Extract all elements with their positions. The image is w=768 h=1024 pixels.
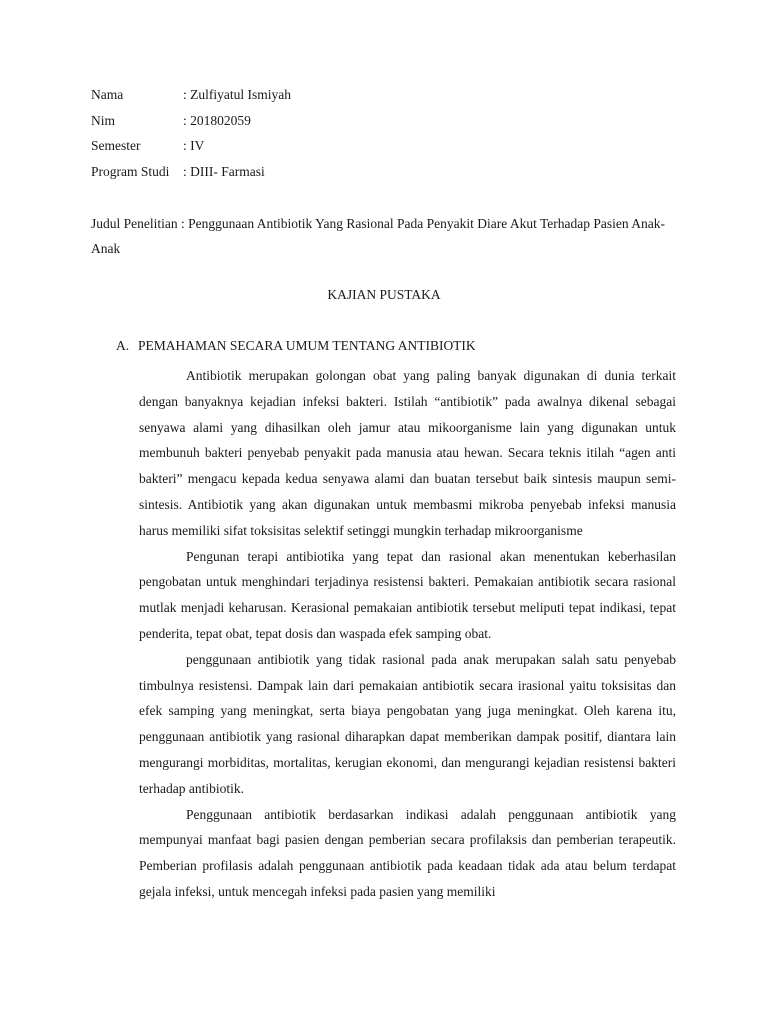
research-title: Judul Penelitian : Penggunaan Antibiotik Yang Rasional Pada Penyakit Diare Akut Terhadap Pasien Anak- Anak [91, 216, 665, 256]
identity-label: Nama [91, 87, 124, 102]
paragraph: Pengunan terapi antibiotika yang tepat dan rasional akan menentukan keberhasilan pengobatan untuk menghindari terjadinya resistensi bakteri. Pemakaian antibiotik secara rasional mutlak menjadi keharusan. Kerasional pemakaian antibiotik tersebut meliputi tepat indikasi, tepat penderita, tepat obat, tepat dosis dan waspada efek samping obat. [139, 548, 676, 641]
identity-row-program-studi [91, 163, 291, 189]
identity-row-nama [91, 86, 291, 112]
body-text [139, 363, 676, 905]
identity-label: Semester [91, 138, 141, 153]
identity-label: Nim [91, 112, 116, 128]
paragraph: penggunaan antibiotik yang tidak rasional pada anak merupakan salah satu penyebab timbulnya resistensi. Dampak lain dari pemakaian antibiotik secara irasional yaitu toksisitas dan efek samping yang meningkat, serta biaya pengobatan yang juga meningkat. Oleh karena itu, penggunaan antibiotik yang rasional diharapkan dapat memberikan dampak positif, diantara lain mengurangi morbiditas, mortalitas, kerugian ekonomi, dan mengurangi kejadian resistensi bakteri terhadap antibiotik. [139, 651, 676, 796]
identity-row-nim [91, 112, 291, 138]
identity-label: Program Studi [91, 163, 170, 179]
paragraph: Penggunaan antibiotik berdasarkan indikasi adalah penggunaan antibiotik yang mempunyai manfaat bagi pasien dengan pemberian secara profilaksis dan pemberian terapeutik. Pemberian profilasis adalah penggunaan antibiotik pada keadaan tidak ada atau belum terdapat gejala infeksi, untuk mencegah infeksi pada pasien yang memiliki [139, 806, 676, 899]
identity-row-semester [91, 137, 291, 163]
identity-value: : IV [183, 138, 205, 153]
section-heading [116, 338, 476, 354]
identity-value: : 201802059 [183, 112, 251, 128]
identity-value: : DIII- Farmasi [183, 163, 265, 179]
section-title: PEMAHAMAN SECARA UMUM TENTANG ANTIBIOTIK [138, 338, 476, 353]
section-number: A. [116, 338, 130, 353]
paragraph: Antibiotik merupakan golongan obat yang paling banyak digunakan di dunia terkait dengan banyaknya kejadian infeksi bakteri. Istilah “antibiotik” pada awalnya dikenal sebagai senyawa alami yang dihasilkan oleh jamur atau mikoorganisme lain yang digunakan untuk membunuh bakteri penyebab penyakit pada manusia atau hewan. Secara teknis itilah “agen anti bakteri” mengacu kepada kedua senyawa alami dan buatan tersebut baik sintesis maupun semi- sintesis. Antibiotik yang akan digunakan untuk membasmi mikroba penyebab infeksi manusia harus memiliki sifat toksisitas selektif setinggi mungkin terhadap mikroorganisme [139, 368, 676, 538]
identity-block [91, 86, 291, 188]
identity-value: : Zulfiyatul Ismiyah [183, 87, 291, 102]
page-heading: KAJIAN PUSTAKA [327, 287, 441, 302]
